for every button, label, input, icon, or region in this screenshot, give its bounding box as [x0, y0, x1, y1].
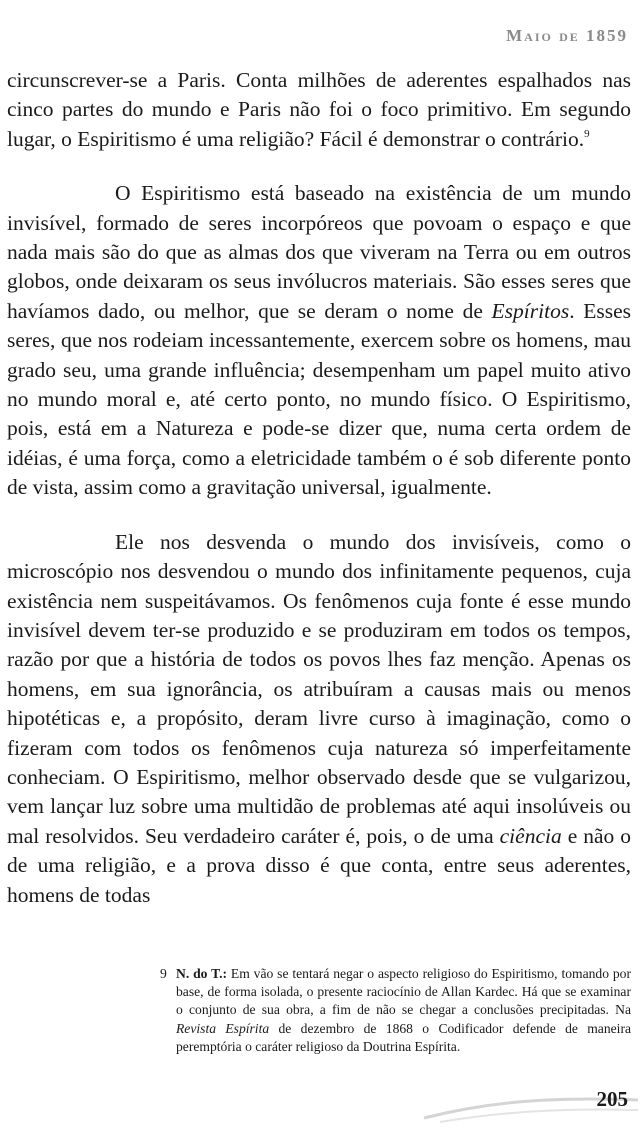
footnote-text-a: Em vão se tentará negar o aspecto religioso do Espiritismo, tomando por base, de forma isolada, o presente raciocínio de Allan Kardec. Há que se examinar o conjunto de sua obra, a fim de não se chegar a conclusões precipitadas. Na	[176, 966, 632, 1018]
paragraph-3-emphasis: ciência	[499, 823, 562, 848]
footnote-number: 9	[160, 966, 167, 981]
paragraph-3-text-a: Ele nos desvenda o mundo dos invisíveis, como o microscópio nos desvendou o mundo dos infinitamente pequenos, cuja existência nem suspeitávamos. Os fenômenos cuja fonte é esse mundo invisível devem ter-se produzido e se produziram em todos os tempos, razão por que a história de todos os povos lhes faz menção. Apenas os homens, em sua ignorância, os atribuíram a causas mais ou menos hipotéticas e, a propósito, deram livre curso à imaginação, como o fizeram com todos os fenômenos cuja natureza só imperfeitamente conheciam. O Espiritismo, melhor observado desde que se vulgarizou, vem lançar luz sobre uma multidão de problemas até aqui insolúveis ou mal resolvidos. Seu verdadeiro caráter é, pois, o de uma	[7, 529, 631, 848]
body-text	[7, 66, 631, 935]
paragraph-2-text-b: . Esses seres, que nos rodeiam incessantemente, exercem sobre os homens, mau grado seu, uma grande influência; desempenham um papel muito ativo no mundo moral e, até certo ponto, no mundo físico. O Espiritismo, pois, está em a Natureza e pode-se dizer que, numa certa ordem de idéias, é uma força, como a eletricidade também o é sob diferente ponto de vista, assim como a gravitação universal, igualmente.	[7, 298, 631, 500]
paragraph-2-text-a: O Espiritismo está baseado na existência de um mundo invisível, formado de seres incorpóreos que povoam o espaço e que nada mais são do que as almas dos que viveram na Terra ou em outros globos, onde deixaram os seus invólucros materiais. São esses seres que havíamos dado, ou melhor, que se deram o nome de	[7, 181, 631, 323]
paragraph-1	[7, 66, 631, 154]
running-head: Maio de 1859	[506, 26, 628, 45]
footnote	[160, 965, 632, 1056]
paragraph-3-text-b: e não o de uma religião, e a prova disso é que conta, entre seus aderentes, homens de todas	[7, 823, 631, 907]
footnote-text-b: de dezembro de 1868 o Codificador defende de maneira peremptória o caráter religioso da Doutrina Espírita.	[176, 1020, 632, 1054]
footnote-emphasis: Revista Espírita	[176, 1020, 270, 1036]
footnote-reference[interactable]: 9	[584, 127, 590, 140]
paragraph-2-emphasis: Espíritos	[491, 298, 570, 323]
footnote-lead: N. do T.:	[176, 966, 228, 981]
paragraph-3	[7, 528, 631, 910]
paragraph-1-text: circunscrever-se a Paris. Conta milhões de aderentes espalhados nas cinco partes do mundo e Paris não foi o foco primitivo. Em segundo lugar, o Espiritismo é uma religião? Fácil é demonstrar o contrário.	[7, 68, 631, 151]
page-number: 205	[596, 1087, 628, 1111]
paragraph-2	[7, 179, 631, 502]
